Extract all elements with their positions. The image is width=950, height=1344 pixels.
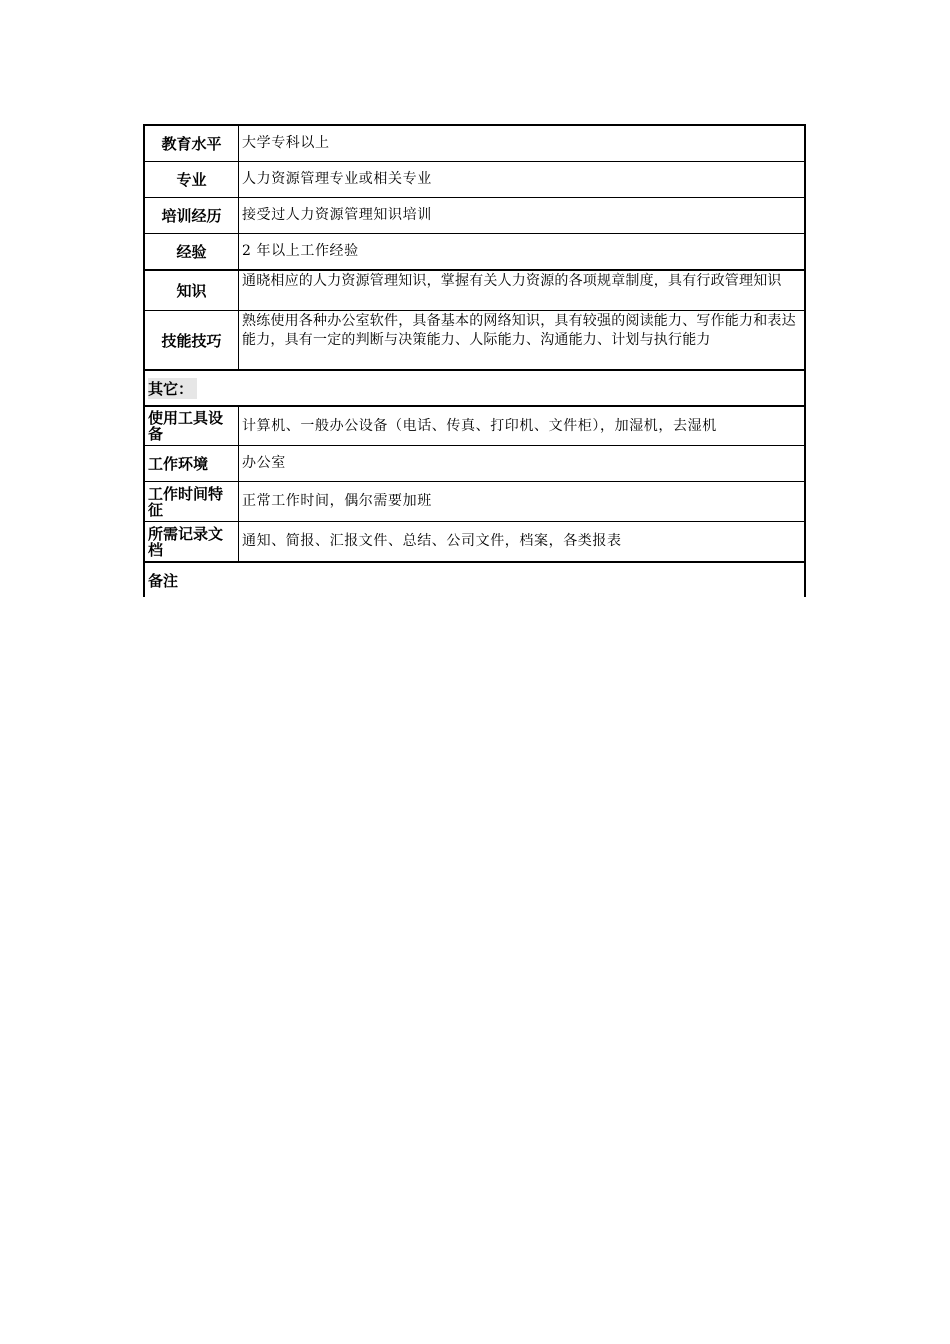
row-value: 办公室: [242, 455, 286, 471]
row-label: 工作环境: [145, 446, 239, 481]
job-requirements-table: [143, 124, 806, 597]
row-label: 专业: [145, 162, 239, 197]
row-value: 计算机、一般办公设备（电话、传真、打印机、文件柜），加湿机，去湿机: [242, 417, 717, 434]
section-other: [145, 371, 804, 407]
row-work-hours: [145, 482, 804, 522]
row-label: 培训经历: [145, 198, 239, 233]
row-tools: [145, 407, 804, 446]
row-skills: [145, 311, 804, 371]
row-knowledge: [145, 271, 804, 311]
row-value: 大学专科以上: [242, 135, 330, 151]
row-label: 经验: [145, 234, 239, 269]
row-value: 通晓相应的人力资源管理知识，掌握有关人力资源的各项规章制度，具有行政管理知识: [242, 273, 782, 289]
row-label: 使用工具设备: [145, 407, 239, 445]
row-label: 知识: [145, 271, 239, 310]
row-education: [145, 126, 804, 162]
row-experience: [145, 234, 804, 271]
row-value: 熟练使用各种办公室软件，具备基本的网络知识，具有较强的阅读能力、写作能力和表达能力，具有一定的判断与决策能力、人际能力、沟通能力、计划与执行能力: [242, 313, 796, 348]
section-title: 其它：: [148, 378, 197, 399]
row-value: 人力资源管理专业或相关专业: [242, 171, 432, 187]
row-documents: [145, 522, 804, 563]
row-label: 教育水平: [145, 126, 239, 161]
row-training: [145, 198, 804, 234]
row-environment: [145, 446, 804, 482]
row-value: 接受过人力资源管理知识培训: [242, 207, 432, 223]
row-label: 技能技巧: [145, 311, 239, 369]
row-label: 所需记录文档: [145, 522, 239, 561]
row-label: 工作时间特征: [145, 482, 239, 521]
row-major: [145, 162, 804, 198]
row-value: 通知、简报、汇报文件、总结、公司文件，档案，各类报表: [242, 533, 622, 549]
remarks-title: 备注: [148, 571, 179, 590]
section-remarks: [145, 563, 804, 597]
row-value: 正常工作时间，偶尔需要加班: [242, 493, 432, 509]
row-value: 2 年以上工作经验: [242, 243, 359, 259]
